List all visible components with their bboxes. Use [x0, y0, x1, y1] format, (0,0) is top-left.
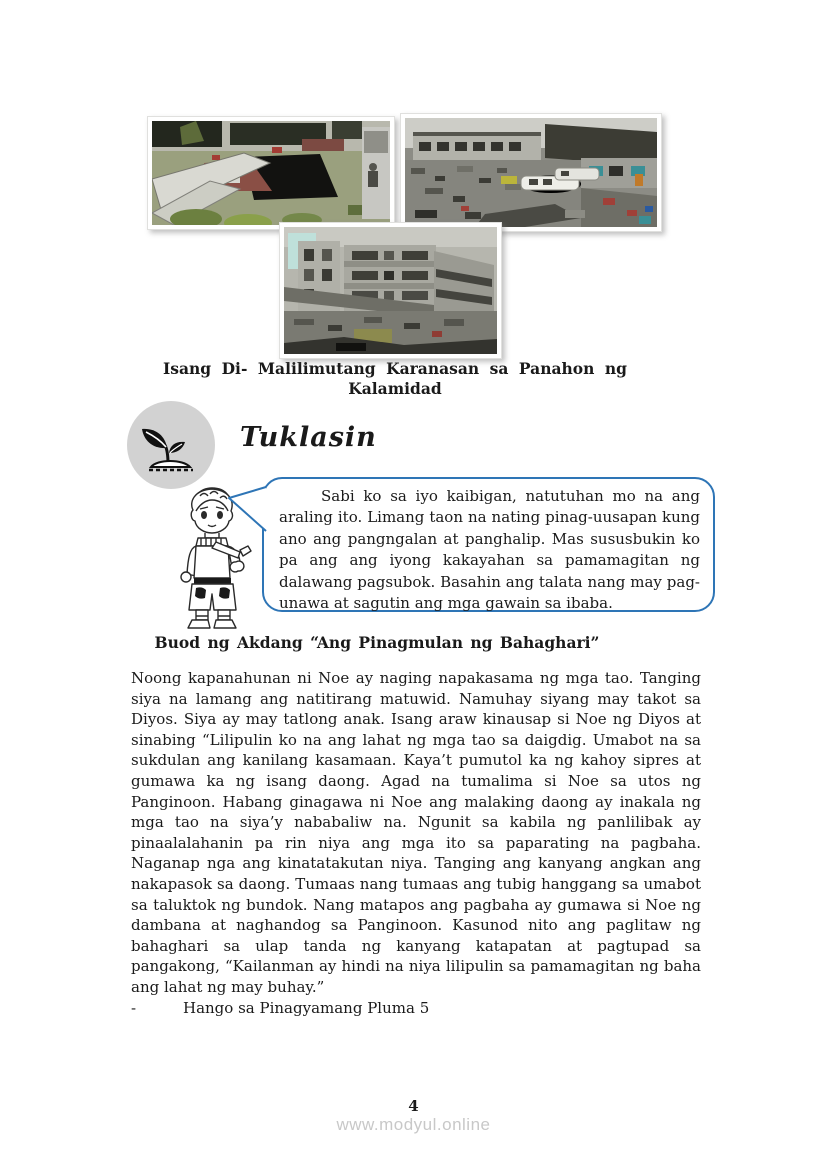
story-body: Noong kapanahunan ni Noe ay naging napakasama ng mga tao. Tanging siya na lamang ang natitirang matuwid. Namuhay siyang may takot sa Diyos. Siya ay may tatlong anak. Isang araw kinausap si Noe ng Diyos at sinabing “Lilipulin ko na ang lahat ng mga tao sa daigdig. Umabot na sa sukdulan ang kanilang kasamaan. Kaya’t pumutol ka ng kahoy sipres at gumawa ka ng isang daong. Agad na tumalima si Noe sa utos ng Panginoon. Habang ginagawa ni Noe ang malaking daong ay inakala ng mga tao na siya’y nababaliw na. Ngunit sa kabila ng panlilibak ay pinaalalahanin pa rin niya ang mga ito sa paparating na pagbaha. Naganap nga ang kinatatakutan niya. Tanging ang kanyang angkan ang nakapasok sa daong. Tumaas nang tumaas ang tubig hanggang sa umabot sa taluktok ng bundok. Nang matapos ang pagbaha ay gumawa si Noe ng dambana at naghandog sa Panginoon. Kasunod nito ang paglitaw ng bahaghari sa ulap tanda ng kanyang katapatan at pagtupad sa pangakong, “Kailanman ay hindi na niya lilipulin sa pamamagitan ng baha ang lahat ng may buhay.” [131, 669, 701, 996]
photo-caption: Isang Di- Malilimutang Karanasan sa Panahon ng Kalamidad [163, 359, 627, 398]
collapsed-building-photo-art [284, 227, 497, 354]
source-dash: - [131, 998, 137, 1017]
disaster-photo-debris-field [400, 113, 662, 232]
section-title: Tuklasin [240, 422, 377, 453]
story-block [131, 668, 701, 1018]
speech-bubble [262, 477, 715, 612]
disaster-photo-collapsed-building [279, 222, 502, 359]
story-source-line [131, 998, 701, 1019]
page-number: 4 [408, 1097, 419, 1115]
debris-photo-art [405, 118, 657, 227]
seedling-icon-art [127, 401, 215, 489]
flood-photo-art [152, 121, 390, 225]
story-heading: Buod ng Akdang “Ang Pinagmulan ng Bahaghari” [154, 633, 600, 652]
speech-bubble-text: Sabi ko sa iyo kaibigan, natutuhan mo na ang araling ito. Limang taon na nating pinag-uusapan kung ano ang pangngalan at panghalip. Mas sususbukin ko pa ang ang iyong kakayahan sa pamamagitan ng dalawang pagsubok. Basahin ang talata nang may pag-unawa at sagutin ang mga gawain sa ibaba. [279, 487, 700, 613]
seedling-icon [127, 401, 215, 489]
disaster-photo-flood [147, 116, 395, 230]
source-text: Hango sa Pinagyamang Pluma 5 [183, 998, 430, 1017]
watermark: www.modyul.online [336, 1115, 491, 1134]
speech-bubble-tail [226, 483, 268, 535]
